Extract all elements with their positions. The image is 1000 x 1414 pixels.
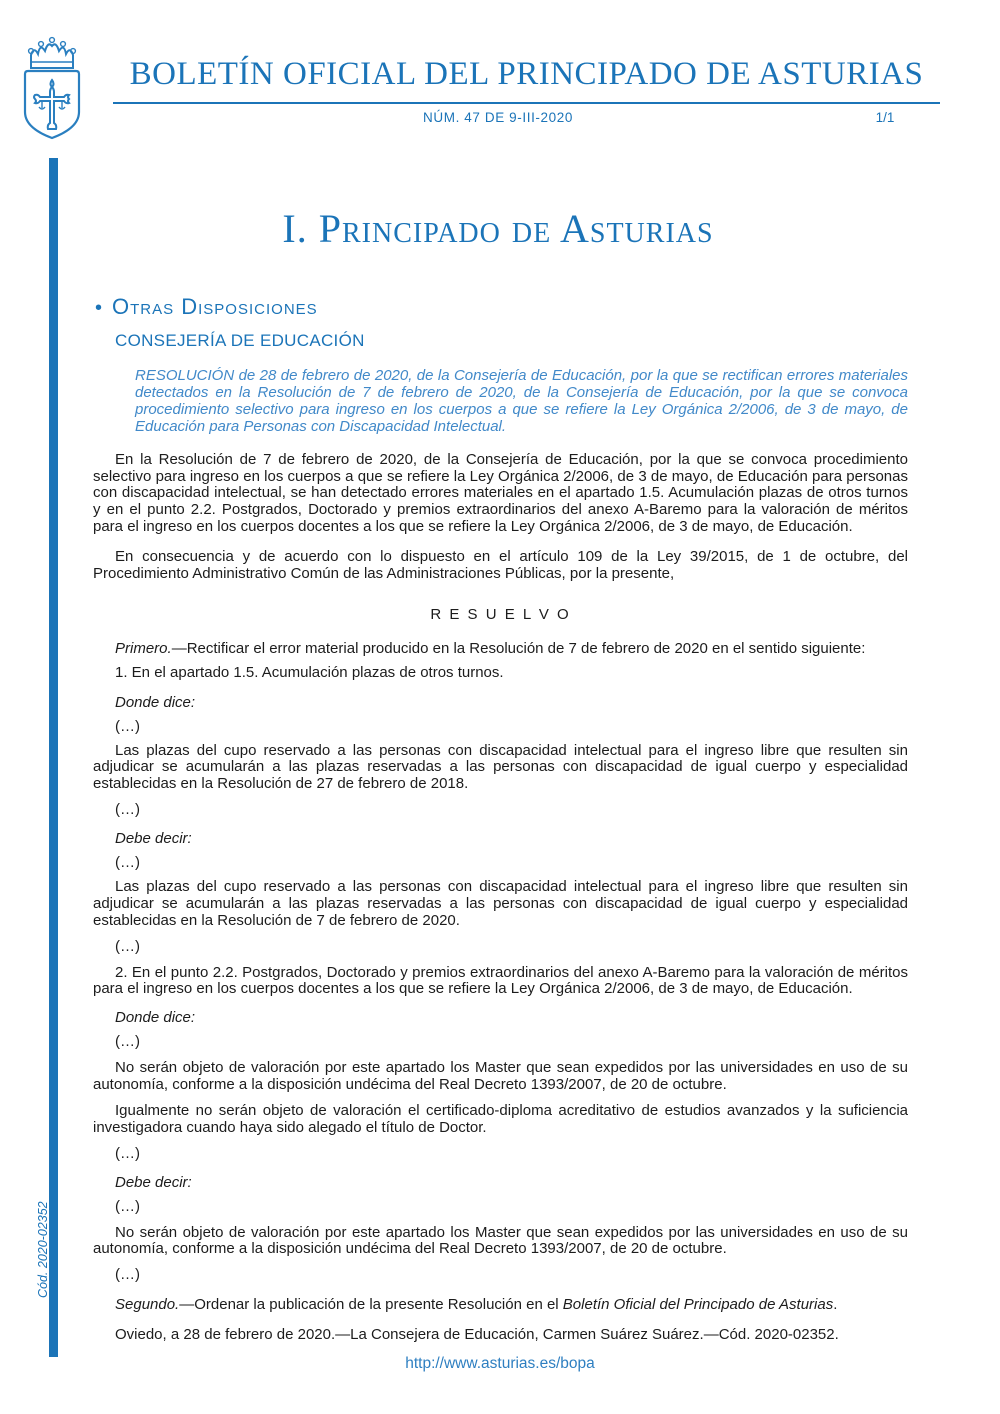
ellipsis-2: (…) [115,801,140,819]
paragraph-firma: Oviedo, a 28 de febrero de 2020.—La Consejera de Educación, Carmen Suárez Suárez.—Cód. 2020-02352. [115,1326,839,1344]
resolution-summary: RESOLUCIÓN de 28 de febrero de 2020, de la Consejería de Educación, por la que se rectifican errores materiales detectados en la Resolución de 7 de febrero de 2020, de la Consejería de Educación, por la que se convoca procedimiento selectivo para ingreso en los cuerpos a que se refiere la Ley Orgánica 2/2006, de 3 de mayo, de Educación para Personas con Discapacidad Intelectual. [135,367,908,435]
ellipsis-6: (…) [115,1144,140,1162]
ellipsis-5: (…) [115,1033,140,1051]
paragraph-antecedentes: En la Resolución de 7 de febrero de 2020, de la Consejería de Educación, por la que se convoca procedimiento selectivo para ingreso en los cuerpos a que se refiere la Ley Orgánica 2/2006, de 3 de mayo, de Educación para personas con discapacidad intelectual, se han detectado errores materiales en el apartado 1.5. Acumulación plazas de otros turnos y en el punto 2.2. Postgrados, Doctorado y premios extraordinarios del anexo A-Baremo para la valoración de méritos para el ingreso en los cuerpos docentes a los que se refiere la Ley Orgánica 2/2006, de 3 de mayo, de Educación. [93,450,908,536]
footer [0,1355,1000,1373]
segundo-text: —Ordenar la publicación de la presente Resolución en el [179,1296,563,1314]
debe-decir-label-2: Debe decir: [115,1173,192,1191]
ellipsis-4: (…) [115,937,140,955]
masthead-rule [113,102,940,104]
resuelvo-heading: R E S U E L V O [430,605,571,623]
page-indicator: 1/1 [875,110,895,125]
asturias-coat-of-arms-icon [16,22,88,140]
category-heading [95,294,318,320]
category-label: Otras Disposiciones [112,294,318,319]
ellipsis-1: (…) [115,717,140,735]
donde-dice-label-2: Donde dice: [115,1009,196,1027]
paragraph-primero [93,641,908,658]
ellipsis-3: (…) [115,854,140,872]
paragraph-igualmente: Igualmente no serán objeto de valoración el certificado-diploma acreditativo de estudios avanzados y la suficiencia investigadora cuando haya sido alegado el título de Doctor. [93,1102,908,1136]
ellipsis-7: (…) [115,1197,140,1215]
paragraph-segundo [93,1297,908,1314]
document-body [93,368,908,1344]
paragraph-master-1: No serán objeto de valoración por este apartado los Master que sean expedidos por las universidades en uso de su autonomía, conforme a la disposición undécima del Real Decreto 1393/2007, de 20 de octubre. [93,1059,908,1094]
primero-label: Primero. [115,639,172,657]
segundo-label: Segundo. [115,1296,180,1314]
item-2: 2. En el punto 2.2. Postgrados, Doctorado y premios extraordinarios del anexo A-Baremo para la valoración de méritos para el ingreso en los cuerpos docentes a los que se refiere la Ley Orgánica 2/2006, de 3 de mayo, de Educación. [93,963,908,998]
masthead-title: BOLETÍN OFICIAL DEL PRINCIPADO DE ASTURIAS [129,56,924,92]
organism-heading: CONSEJERÍA DE EDUCACIÓN [115,331,365,350]
issue-number: NÚM. 47 DE 9-III-2020 [423,110,573,125]
document-code-vertical: Cód. 2020-02352 [36,1201,50,1298]
segundo-suffix: . [833,1296,838,1314]
part-title: I. Principado de Asturias [282,206,714,251]
primero-text: —Rectificar el error material producido en la Resolución de 7 de febrero de 2020 en el sentido siguiente: [171,639,866,657]
bullet-icon: • [95,297,103,319]
donde-dice-label-1: Donde dice: [115,693,196,711]
segundo-bopa-italic: Boletín Oficial del Principado de Asturias [562,1296,834,1314]
paragraph-plazas-2018: Las plazas del cupo reservado a las personas con discapacidad intelectual para el ingreso libre que resulten sin adjudicar se acumularán a las plazas reservadas a las personas con discapacidad de igual cuerpo y especialidad establecidas en la Resolución de 27 de febrero de 2018. [93,741,908,793]
item-1: 1. En el apartado 1.5. Acumulación plazas de otros turnos. [115,663,504,681]
bopa-url-link[interactable]: http://www.asturias.es/bopa [405,1355,595,1372]
ellipsis-8: (…) [115,1266,140,1284]
paragraph-plazas-2020: Las plazas del cupo reservado a las personas con discapacidad intelectual para el ingreso libre que resulten sin adjudicar se acumularán a las plazas reservadas a las personas con discapacidad de igual cuerpo y especialidad establecidas en la Resolución de 7 de febrero de 2020. [93,877,908,929]
paragraph-consecuencia: En consecuencia y de acuerdo con lo dispuesto en el artículo 109 de la Ley 39/2015, de 1 de octubre, del Procedimiento Administrativo Común de las Administraciones Públicas, por la presente, [93,548,908,583]
paragraph-master-2: No serán objeto de valoración por este apartado los Master que sean expedidos por las universidades en uso de su autonomía, conforme a la disposición undécima del Real Decreto 1393/2007, de 20 de octubre. [93,1223,908,1258]
debe-decir-label-1: Debe decir: [115,830,192,848]
left-accent-bar [49,158,58,1357]
